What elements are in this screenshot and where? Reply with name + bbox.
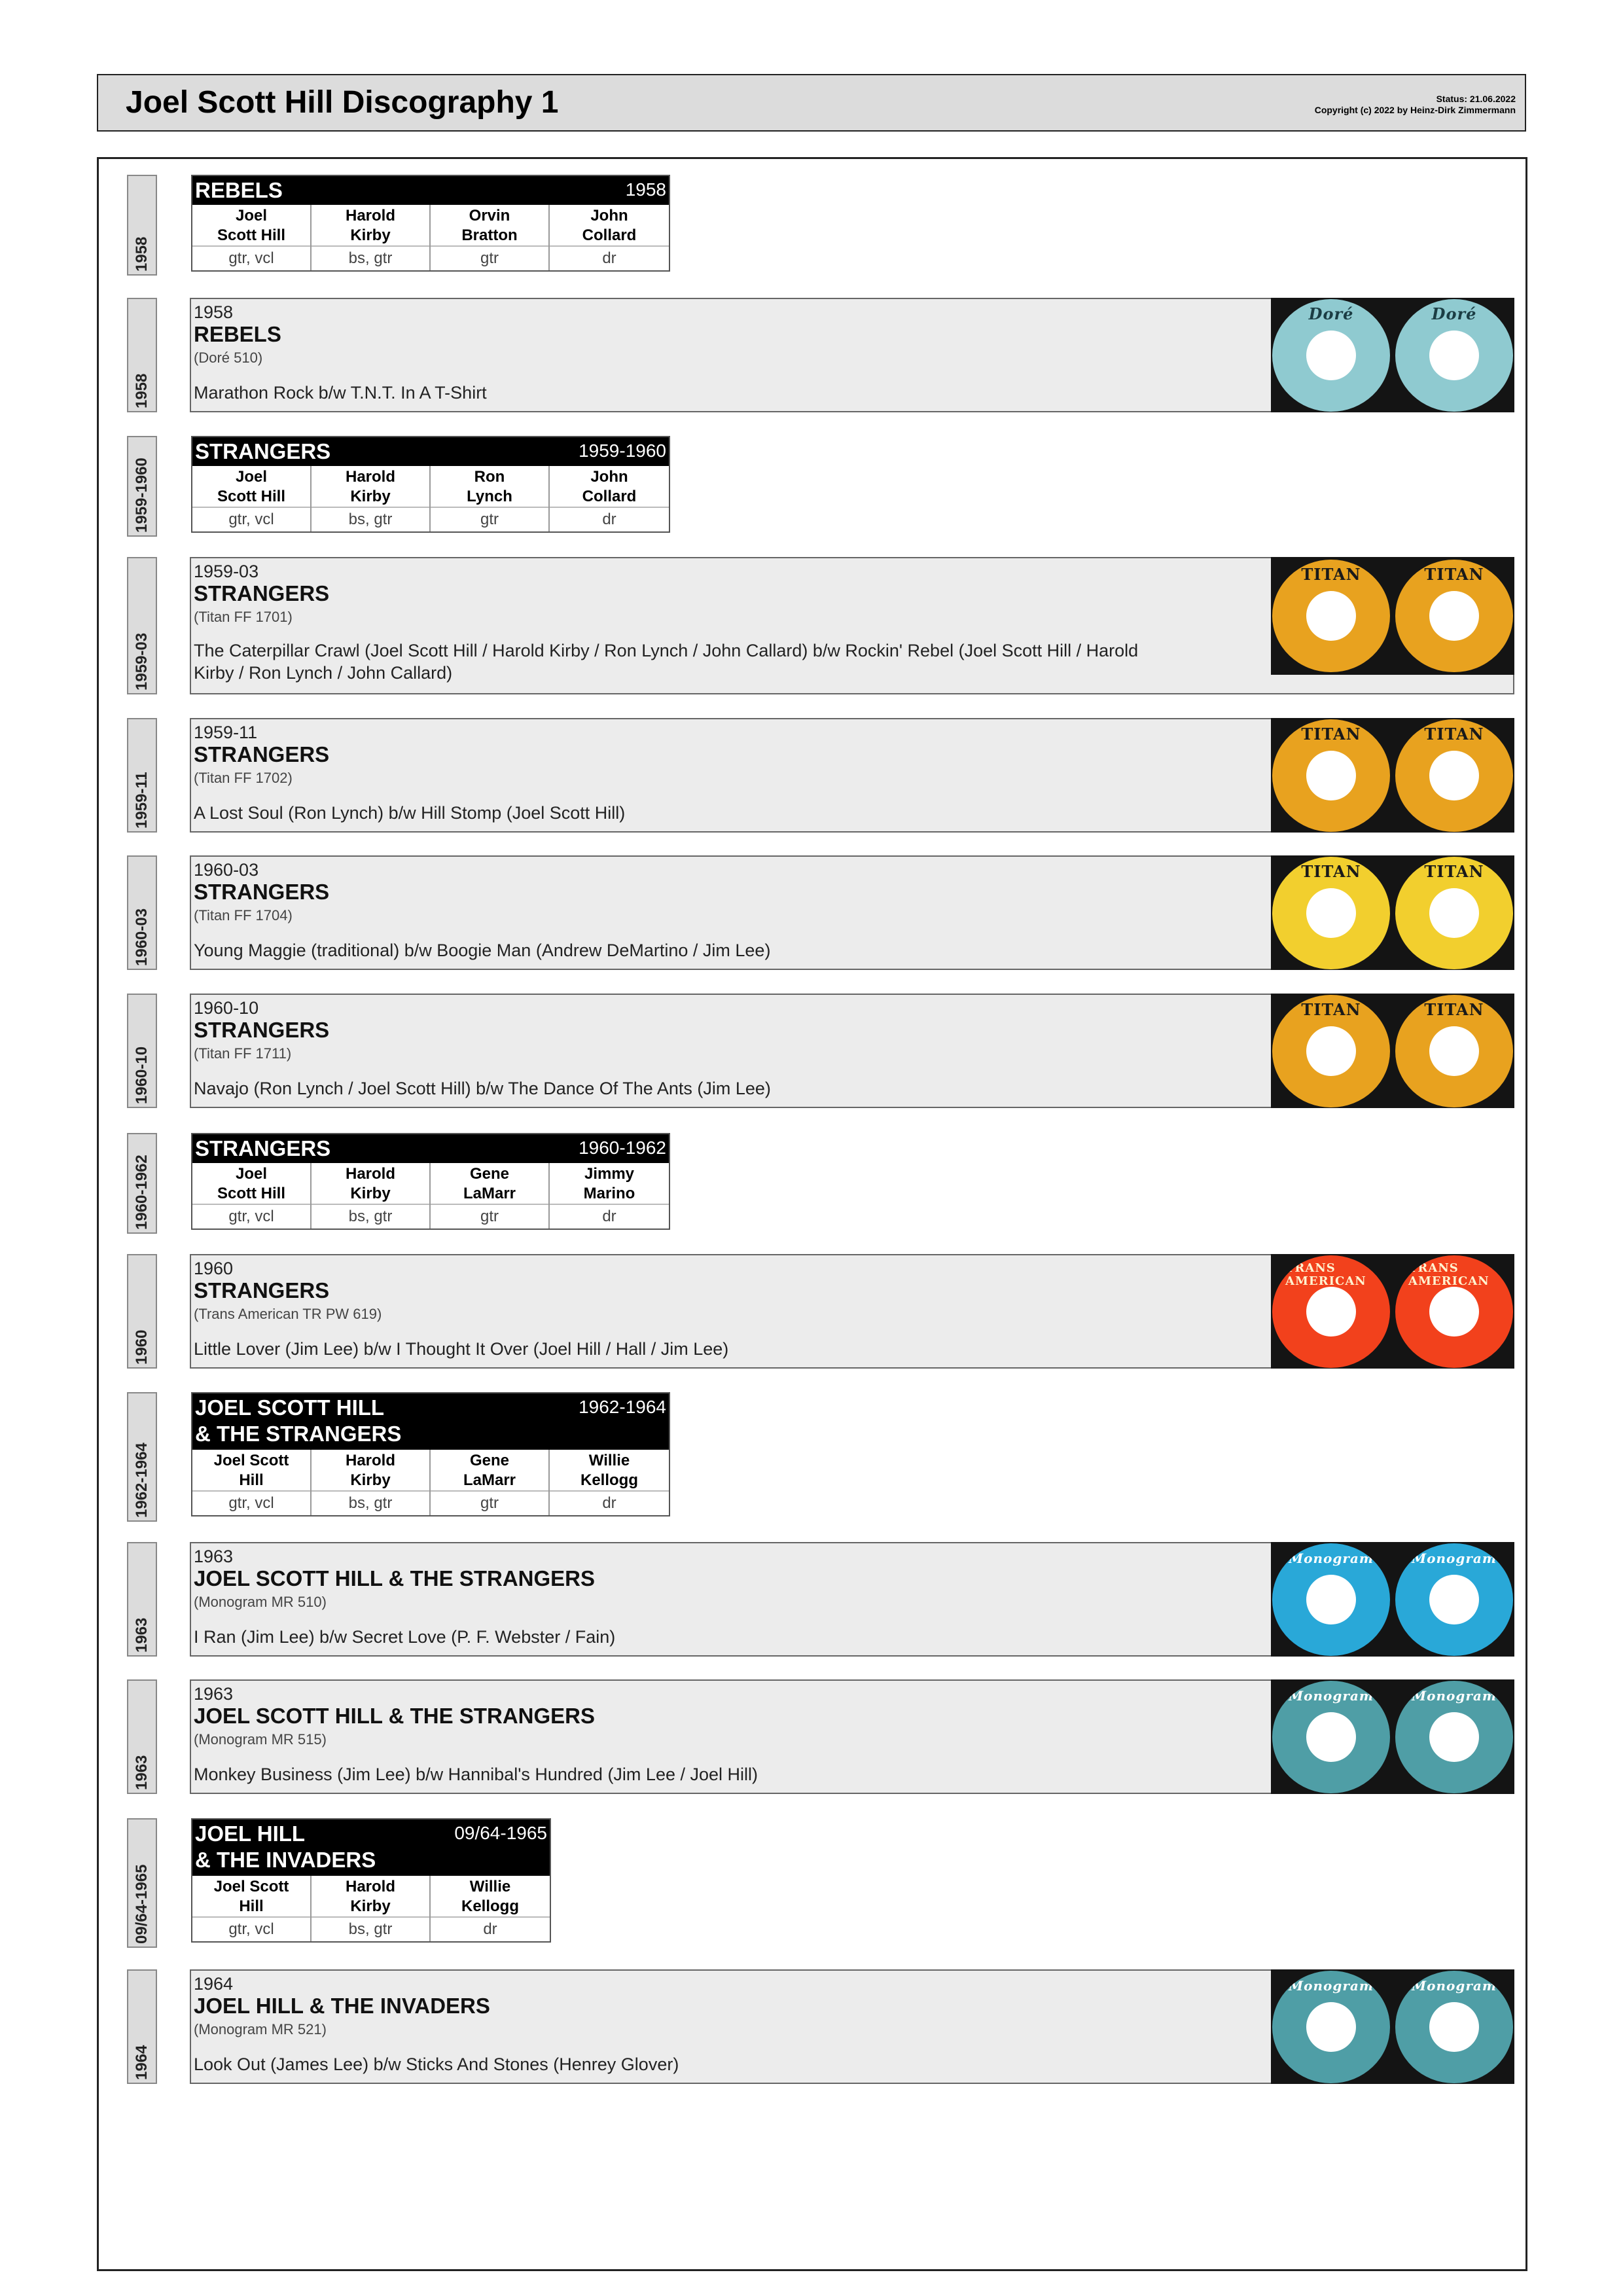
label-logo: TITAN <box>1424 999 1484 1019</box>
catalog-number: (Titan FF 1704) <box>194 907 293 924</box>
release-entry <box>190 1254 1514 1369</box>
year-marker: 1960 <box>127 1254 157 1369</box>
label-logo: TRANS AMERICAN <box>1285 1261 1366 1288</box>
member-name: Harold Kirby <box>345 1165 395 1202</box>
member-list <box>192 466 669 531</box>
record-label-a-side <box>1272 1255 1390 1368</box>
release-entry <box>190 994 1514 1108</box>
member-name: John Collard <box>582 468 637 505</box>
member-list <box>192 205 669 270</box>
record-label-images <box>1271 1679 1514 1794</box>
member-name: Joel Scott Hill <box>213 1452 289 1489</box>
catalog-number: (Titan FF 1711) <box>194 1045 292 1062</box>
member-name: Orvin Bratton <box>461 207 518 244</box>
member-column <box>192 205 312 270</box>
record-label-b-side <box>1395 1543 1513 1656</box>
release-entry <box>190 855 1514 970</box>
label-logo: TITAN <box>1424 861 1484 881</box>
member-column <box>312 205 431 270</box>
record-label-images <box>1271 298 1514 412</box>
lineup-years: 1958 <box>625 179 666 200</box>
lineup-years: 1962-1964 <box>579 1397 666 1417</box>
band-name: STRANGERS <box>195 1136 331 1160</box>
label-logo: Doré <box>1431 304 1477 323</box>
record-label-a-side <box>1272 995 1390 1107</box>
catalog-number: (Titan FF 1701) <box>194 609 293 625</box>
year-marker: 1959-11 <box>127 718 157 833</box>
record-label-a-side <box>1272 299 1390 412</box>
track-listing: Young Maggie (traditional) b/w Boogie Man (Andrew DeMartino / Jim Lee) <box>194 941 771 960</box>
year-marker: 09/64-1965 <box>127 1818 157 1948</box>
record-label-b-side <box>1395 1681 1513 1793</box>
member-column <box>312 1450 431 1515</box>
record-label-b-side <box>1395 857 1513 969</box>
member-instruments: gtr <box>431 245 548 270</box>
member-name: Harold Kirby <box>345 468 395 505</box>
year-marker: 1962-1964 <box>127 1392 157 1522</box>
member-instruments: dr <box>550 1204 669 1229</box>
record-label-a-side <box>1272 1971 1390 2083</box>
member-instruments: dr <box>550 245 669 270</box>
member-column <box>192 1163 312 1229</box>
member-name: Joel Scott Hill <box>217 207 285 244</box>
record-label-b-side <box>1395 995 1513 1107</box>
year-marker: 1963 <box>127 1542 157 1657</box>
label-logo: TITAN <box>1301 565 1361 584</box>
member-column <box>192 1450 312 1515</box>
member-instruments: gtr, vcl <box>192 1916 310 1941</box>
member-name: Jimmy Marino <box>583 1165 635 1202</box>
lineup-header <box>192 176 669 205</box>
record-label-images <box>1271 994 1514 1108</box>
lineup-header <box>192 1820 550 1876</box>
member-name: Joel Scott Hill <box>217 468 285 505</box>
member-column <box>550 466 669 531</box>
lineup-table <box>191 175 670 272</box>
year-marker: 1959-1960 <box>127 436 157 537</box>
record-label-b-side <box>1395 719 1513 832</box>
member-name: Willie Kellogg <box>580 1452 638 1489</box>
label-logo: TITAN <box>1301 999 1361 1019</box>
release-artist: STRANGERS <box>194 1018 330 1042</box>
year-marker: 1960-1962 <box>127 1133 157 1234</box>
track-listing: A Lost Soul (Ron Lynch) b/w Hill Stomp (Joel Scott Hill) <box>194 803 626 823</box>
release-date: 1960-03 <box>194 860 259 880</box>
release-date: 1959-03 <box>194 562 259 581</box>
release-date: 1959-11 <box>194 723 258 742</box>
track-listing: Marathon Rock b/w T.N.T. In A T-Shirt <box>194 383 487 403</box>
lineup-header <box>192 437 669 466</box>
label-logo: Monogram <box>1411 1550 1497 1566</box>
member-instruments: gtr <box>431 1204 548 1229</box>
track-listing: The Caterpillar Crawl (Joel Scott Hill / Harold Kirby / Ron Lynch / John Callard) b/w Rockin' Rebel (Joel Scott Hill / Harold Kirby / Ron Lynch / John Callard) <box>194 641 1139 683</box>
year-marker: 1958 <box>127 175 157 276</box>
member-column <box>431 205 550 270</box>
label-logo: Doré <box>1308 304 1354 323</box>
page-title: Joel Scott Hill Discography 1 <box>126 85 559 120</box>
member-instruments: bs, gtr <box>312 507 429 531</box>
year-marker: 1963 <box>127 1679 157 1794</box>
catalog-number: (Trans American TR PW 619) <box>194 1306 382 1322</box>
lineup-table <box>191 1818 551 1943</box>
member-name: Joel Scott Hill <box>213 1878 289 1915</box>
record-label-a-side <box>1272 857 1390 969</box>
member-column <box>312 1876 431 1941</box>
member-name: John Collard <box>582 207 637 244</box>
record-label-images <box>1271 1254 1514 1369</box>
record-label-b-side <box>1395 1971 1513 2083</box>
release-date: 1958 <box>194 302 234 322</box>
member-instruments: bs, gtr <box>312 245 429 270</box>
member-instruments: dr <box>431 1916 550 1941</box>
member-instruments: dr <box>550 507 669 531</box>
record-label-images <box>1271 557 1514 675</box>
member-name: Harold Kirby <box>345 1452 395 1489</box>
member-column <box>312 1163 431 1229</box>
catalog-number: (Monogram MR 510) <box>194 1594 327 1610</box>
release-artist: JOEL SCOTT HILL & THE STRANGERS <box>194 1566 595 1590</box>
release-date: 1960 <box>194 1259 234 1278</box>
release-date: 1963 <box>194 1684 234 1704</box>
member-name: Joel Scott Hill <box>217 1165 285 1202</box>
record-label-a-side <box>1272 1681 1390 1793</box>
band-name: STRANGERS <box>195 439 331 463</box>
release-artist: STRANGERS <box>194 742 330 766</box>
band-name: JOEL SCOTT HILL & THE STRANGERS <box>195 1395 402 1446</box>
member-list <box>192 1163 669 1229</box>
year-marker: 1960-10 <box>127 994 157 1108</box>
lineup-years: 1960-1962 <box>579 1138 666 1158</box>
copyright-text: Copyright (c) 2022 by Heinz-Dirk Zimmermann <box>1314 105 1516 115</box>
member-instruments: gtr <box>431 1490 548 1515</box>
release-entry <box>190 298 1514 412</box>
member-instruments: gtr, vcl <box>192 507 310 531</box>
label-logo: Monogram <box>1411 1687 1497 1704</box>
lineup-table <box>191 1392 670 1516</box>
release-date: 1964 <box>194 1974 234 1994</box>
record-label-a-side <box>1272 719 1390 832</box>
member-instruments: bs, gtr <box>312 1916 429 1941</box>
year-marker: 1959-03 <box>127 557 157 694</box>
label-logo: Monogram <box>1288 1977 1374 1994</box>
label-logo: TITAN <box>1301 724 1361 744</box>
lineup-years: 09/64-1965 <box>454 1823 547 1843</box>
year-marker: 1964 <box>127 1969 157 2084</box>
member-column <box>431 466 550 531</box>
member-column <box>550 1450 669 1515</box>
catalog-number: (Monogram MR 521) <box>194 2021 327 2037</box>
record-label-images <box>1271 1969 1514 2084</box>
release-date: 1963 <box>194 1547 234 1566</box>
record-label-b-side <box>1395 1255 1513 1368</box>
release-date: 1960-10 <box>194 998 259 1018</box>
record-label-images <box>1271 1542 1514 1657</box>
member-name: Harold Kirby <box>345 207 395 244</box>
label-logo: Monogram <box>1411 1977 1497 1994</box>
band-name: REBELS <box>195 178 283 202</box>
member-name: Willie Kellogg <box>461 1878 519 1915</box>
lineup-header <box>192 1393 669 1450</box>
track-listing: Little Lover (Jim Lee) b/w I Thought It Over (Joel Hill / Hall / Jim Lee) <box>194 1339 729 1359</box>
member-instruments: bs, gtr <box>312 1204 429 1229</box>
record-label-a-side <box>1272 1543 1390 1656</box>
year-marker: 1958 <box>127 298 157 412</box>
catalog-number: (Monogram MR 515) <box>194 1731 327 1748</box>
member-list <box>192 1450 669 1515</box>
release-artist: STRANGERS <box>194 581 330 605</box>
member-column <box>431 1450 550 1515</box>
track-listing: Look Out (James Lee) b/w Sticks And Stones (Henrey Glover) <box>194 2054 679 2074</box>
member-instruments: gtr, vcl <box>192 1204 310 1229</box>
label-logo: TITAN <box>1301 861 1361 881</box>
label-logo: TITAN <box>1424 724 1484 744</box>
label-logo: Monogram <box>1288 1550 1374 1566</box>
member-instruments: dr <box>550 1490 669 1515</box>
member-name: Gene LaMarr <box>463 1165 516 1202</box>
record-label-images <box>1271 718 1514 833</box>
release-artist: REBELS <box>194 322 281 346</box>
release-entry <box>190 1542 1514 1657</box>
year-marker: 1960-03 <box>127 855 157 970</box>
member-column <box>312 466 431 531</box>
member-column <box>431 1876 550 1941</box>
record-label-a-side <box>1272 560 1390 672</box>
member-name: Gene LaMarr <box>463 1452 516 1489</box>
label-logo: TITAN <box>1424 565 1484 584</box>
catalog-number: (Titan FF 1702) <box>194 770 293 786</box>
track-listing: Monkey Business (Jim Lee) b/w Hannibal's Hundred (Jim Lee / Joel Hill) <box>194 1765 758 1784</box>
member-list <box>192 1876 550 1941</box>
release-artist: STRANGERS <box>194 880 330 904</box>
label-logo: TRANS AMERICAN <box>1408 1261 1489 1288</box>
release-artist: JOEL HILL & THE INVADERS <box>194 1994 490 2018</box>
record-label-b-side <box>1395 299 1513 412</box>
lineup-years: 1959-1960 <box>579 440 666 461</box>
record-label-images <box>1271 855 1514 970</box>
member-name: Ron Lynch <box>467 468 512 505</box>
member-instruments: bs, gtr <box>312 1490 429 1515</box>
release-entry <box>190 1679 1514 1794</box>
label-logo: Monogram <box>1288 1687 1374 1704</box>
release-artist: JOEL SCOTT HILL & THE STRANGERS <box>194 1704 595 1728</box>
member-instruments: gtr, vcl <box>192 1490 310 1515</box>
lineup-table <box>191 1133 670 1230</box>
lineup-table <box>191 436 670 533</box>
record-label-b-side <box>1395 560 1513 672</box>
lineup-header <box>192 1134 669 1163</box>
release-entry <box>190 1969 1514 2084</box>
track-listing: Navajo (Ron Lynch / Joel Scott Hill) b/w The Dance Of The Ants (Jim Lee) <box>194 1079 771 1098</box>
member-name: Harold Kirby <box>345 1878 395 1915</box>
release-entry <box>190 718 1514 833</box>
catalog-number: (Doré 510) <box>194 350 263 366</box>
member-column <box>192 466 312 531</box>
status-date: Status: 21.06.2022 <box>1436 94 1516 104</box>
band-name: JOEL HILL & THE INVADERS <box>195 1821 376 1872</box>
member-column <box>431 1163 550 1229</box>
member-column <box>550 205 669 270</box>
member-column <box>192 1876 312 1941</box>
release-entry <box>190 557 1514 694</box>
member-instruments: gtr, vcl <box>192 245 310 270</box>
member-instruments: gtr <box>431 507 548 531</box>
member-column <box>550 1163 669 1229</box>
release-artist: STRANGERS <box>194 1278 330 1302</box>
track-listing: I Ran (Jim Lee) b/w Secret Love (P. F. Webster / Fain) <box>194 1627 616 1647</box>
